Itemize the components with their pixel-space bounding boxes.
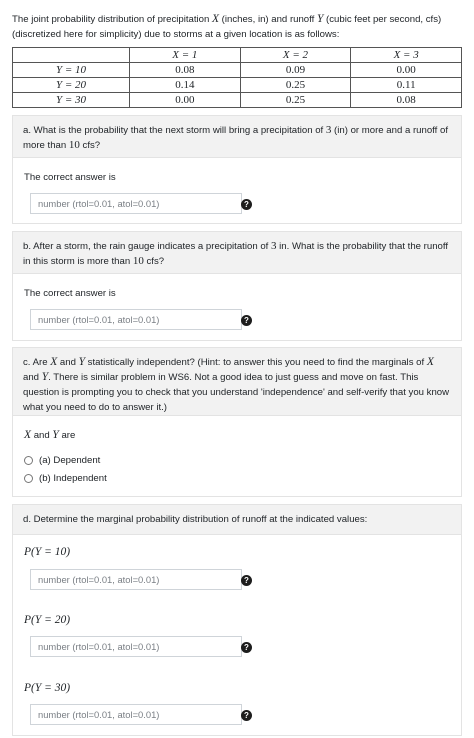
radio-circle[interactable] [24,474,33,483]
prompt-text: and [57,357,79,368]
radio-circle[interactable] [24,456,33,465]
question-b-card [12,231,462,341]
prompt-text: b. After a storm, the rain gauge indicates a precipitation of [23,241,271,252]
question-circle-icon[interactable]: ? [241,642,252,653]
table-row-header: Y = 30 [13,93,130,108]
table-row-header: Y = 20 [13,78,130,93]
label-text: are [58,430,76,441]
table-cell: 0.00 [351,63,462,78]
question-c-card [12,347,462,497]
answer-a-input[interactable] [30,193,249,214]
table-cell: 0.00 [130,93,241,108]
intro-text: The joint probability distribution of precipitation [12,14,212,25]
input-placeholder: number (rtol=0.01, atol=0.01) [38,198,160,209]
problem-intro [12,12,462,42]
prompt-text: cfs? [79,140,101,151]
var-x: X [50,356,58,368]
var-x: X [24,429,32,441]
question-d-card [12,504,462,736]
intro-text: (cubic feet per second, cfs) (discretized here for simplicity) due to storms at a given location is as follows: [12,14,442,40]
input-placeholder: number (rtol=0.01, atol=0.01) [38,574,160,585]
table-column-header: X = 1 [130,48,241,63]
table-header-row [13,48,462,63]
answer-label: The correct answer is [24,288,116,299]
var-x: X [426,356,434,368]
answer-label: The correct answer is [24,172,116,183]
question-circle-icon[interactable]: ? [241,315,252,326]
prompt-number: 3 [325,124,332,136]
prompt-text: in. What is the probability that the runoff in this storm is more than [23,241,449,267]
table-cell: 0.14 [130,78,241,93]
option-label[interactable]: (a) Dependent [39,455,101,466]
prompt-number: 3 [270,240,277,252]
var-y: Y [41,371,49,383]
table-cell: 0.09 [240,63,351,78]
question-circle-icon[interactable]: ? [241,199,252,210]
question-circle-icon[interactable]: ? [241,710,252,721]
input-placeholder: number (rtol=0.01, atol=0.01) [38,709,160,720]
question-d-prompt: d. Determine the marginal probability distribution of runoff at the indicated values: [13,505,461,535]
table-column-header: X = 2 [240,48,351,63]
prompt-number: 10 [132,255,144,267]
intro-text: (inches, in) and runoff [219,14,317,25]
prompt-text: statistically independent? (Hint: to answer this you need to find the marginals of [84,357,427,368]
question-a-prompt [13,116,461,158]
table-cell: 0.08 [130,63,241,78]
joint-probability-table [12,47,462,108]
question-a-card [12,115,462,224]
option-dependent-radio[interactable] [24,455,100,466]
marginal-label-y10: P(Y = 10) [24,546,71,558]
var-y: Y [316,13,324,25]
var-x: X [211,13,220,25]
option-independent-radio[interactable] [24,473,107,484]
prompt-number: 10 [68,139,80,151]
input-placeholder: number (rtol=0.01, atol=0.01) [38,314,160,325]
prompt-text: . There is similar problem in WS6. Not a good idea to just guess and move on fast. This question is prompting you to check that you understand 'independence' and self-verify that you know what you need to do to answer it.) [23,372,450,413]
input-placeholder: number (rtol=0.01, atol=0.01) [38,641,160,652]
prompt-text: and [23,372,42,383]
option-label[interactable]: (b) Independent [39,473,107,484]
question-circle-icon[interactable]: ? [241,575,252,586]
marginal-y20-input[interactable] [30,636,249,657]
prompt-text: (in) or more and a runoff of more than [23,125,448,151]
table-cell: 0.11 [351,78,462,93]
table-corner-cell [13,48,130,63]
question-c-prompt [13,348,461,416]
prompt-text: c. Are [23,357,51,368]
answer-label [24,428,75,443]
answer-b-input[interactable] [30,309,249,330]
table-column-header: X = 3 [351,48,462,63]
table-cell: 0.25 [240,78,351,93]
table-row [13,63,462,78]
var-y: Y [52,429,59,441]
prompt-text: cfs? [143,256,165,267]
table-row [13,78,462,93]
table-cell: 0.08 [351,93,462,108]
table-row-header: Y = 10 [13,63,130,78]
marginal-y30-input[interactable] [30,704,249,725]
marginal-y10-input[interactable] [30,569,249,590]
prompt-text: a. What is the probability that the next storm will bring a precipitation of [23,125,326,136]
label-text: and [31,430,53,441]
marginal-label-y20: P(Y = 20) [24,614,71,626]
question-b-prompt [13,232,461,274]
table-row [13,93,462,108]
table-cell: 0.25 [240,93,351,108]
var-y: Y [78,356,85,368]
marginal-label-y30: P(Y = 30) [24,682,71,694]
